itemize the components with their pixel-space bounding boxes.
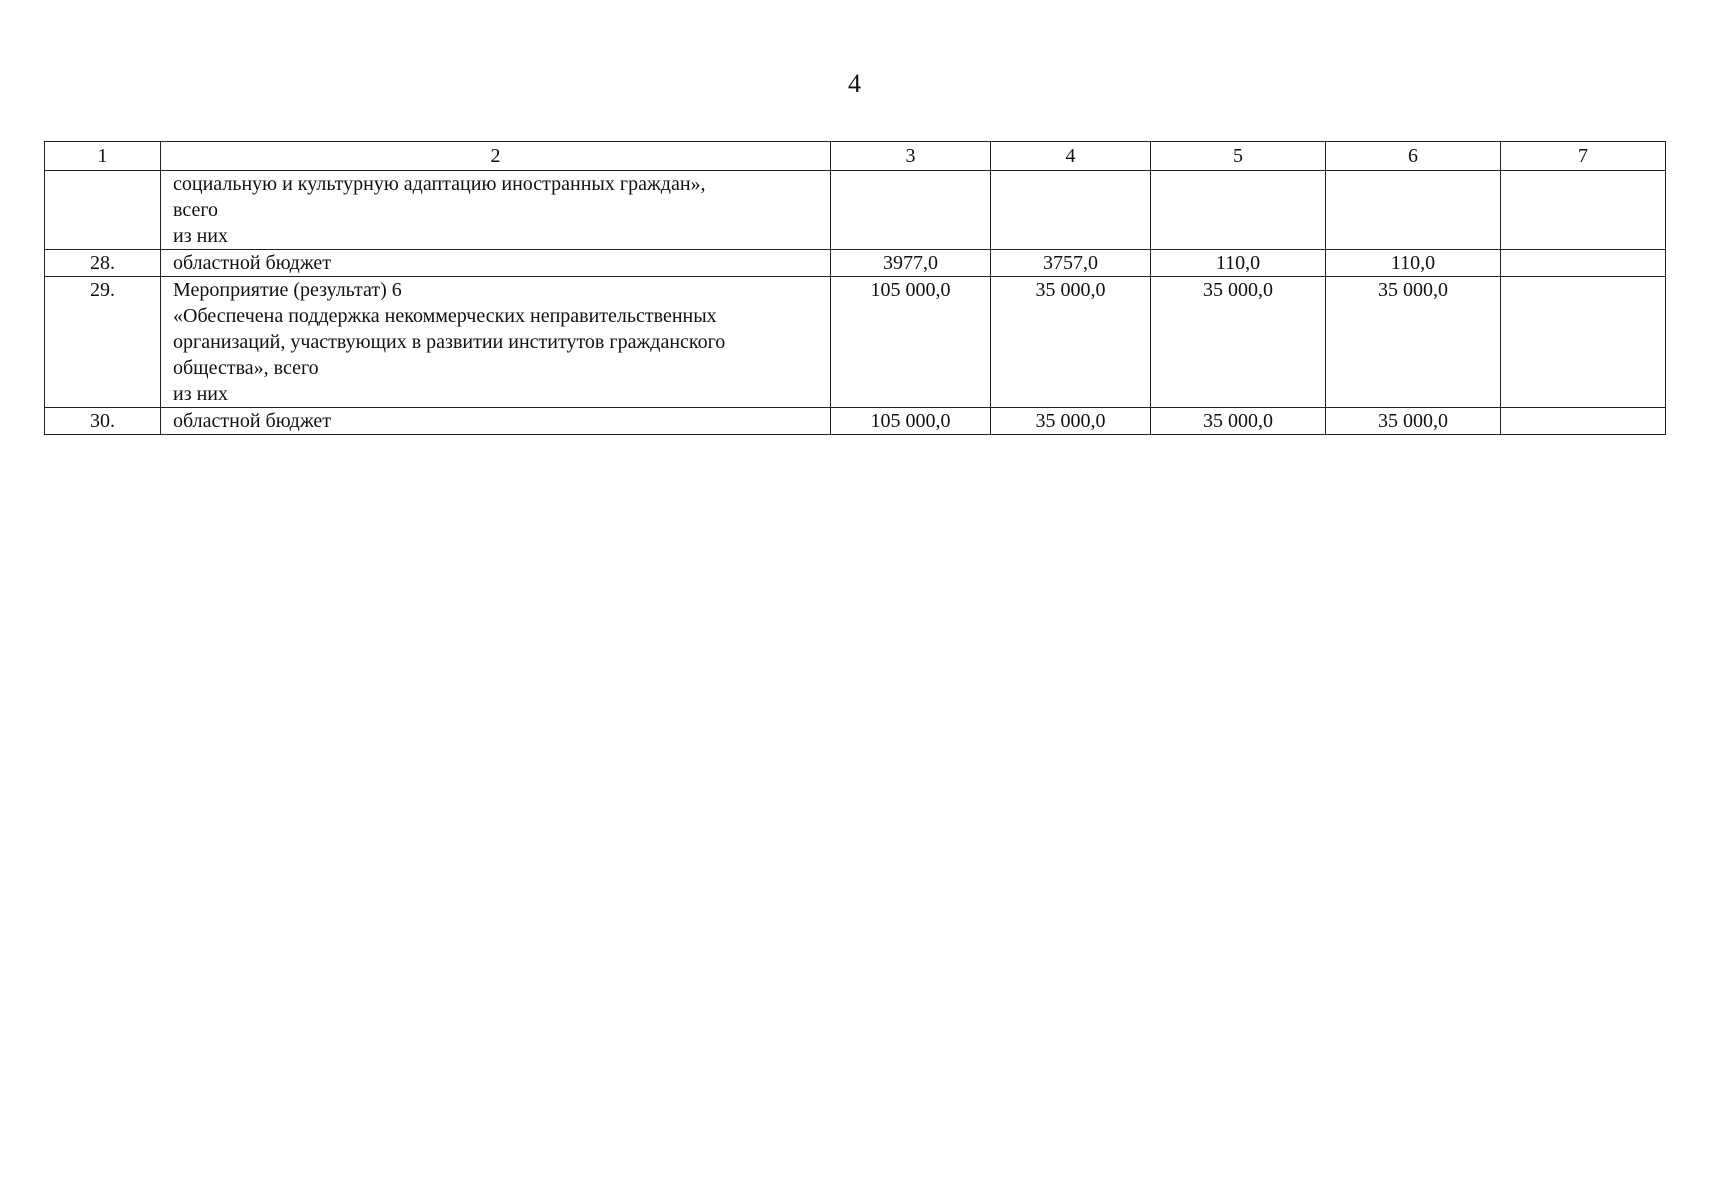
value-cell <box>1151 171 1326 250</box>
table-row <box>45 408 1666 435</box>
value-cell: 105 000,0 <box>831 408 991 435</box>
table-header-row <box>45 142 1666 171</box>
column-header: 2 <box>161 142 831 171</box>
row-number <box>45 171 161 250</box>
column-header: 6 <box>1326 142 1501 171</box>
column-header: 7 <box>1501 142 1666 171</box>
table-row <box>45 250 1666 277</box>
value-cell: 110,0 <box>1151 250 1326 277</box>
row-number: 28. <box>45 250 161 277</box>
row-name-line: Мероприятие (результат) 6 <box>173 279 402 301</box>
value-cell <box>1326 171 1501 250</box>
row-name-line: из них <box>173 225 229 247</box>
value-cell <box>991 171 1151 250</box>
row-name-line: социальную и культурную адаптацию иностранных граждан», <box>173 173 706 195</box>
table-row <box>45 277 1666 408</box>
value-cell <box>1501 277 1666 408</box>
value-cell: 35 000,0 <box>1326 408 1501 435</box>
column-header: 5 <box>1151 142 1326 171</box>
row-name <box>161 408 831 435</box>
row-name-line: областной бюджет <box>173 252 332 274</box>
value-cell: 35 000,0 <box>991 277 1151 408</box>
budget-table <box>44 141 1666 435</box>
row-name <box>161 277 831 408</box>
value-cell <box>1501 250 1666 277</box>
column-header: 3 <box>831 142 991 171</box>
value-cell: 110,0 <box>1326 250 1501 277</box>
row-name-line: «Обеспечена поддержка некоммерческих неправительственных <box>173 305 717 327</box>
row-name-line: общества», всего <box>173 357 319 379</box>
value-cell <box>1501 171 1666 250</box>
row-number: 29. <box>45 277 161 408</box>
value-cell <box>831 171 991 250</box>
row-name-line: из них <box>173 383 229 405</box>
row-name-line: организаций, участвующих в развитии институтов гражданского <box>173 331 726 353</box>
row-name <box>161 250 831 277</box>
value-cell: 35 000,0 <box>1151 277 1326 408</box>
value-cell: 3757,0 <box>991 250 1151 277</box>
row-name <box>161 171 831 250</box>
row-number: 30. <box>45 408 161 435</box>
column-header: 4 <box>991 142 1151 171</box>
value-cell <box>1501 408 1666 435</box>
page-number: 4 <box>848 69 861 98</box>
value-cell: 3977,0 <box>831 250 991 277</box>
row-name-line: всего <box>173 199 219 221</box>
row-name-line: областной бюджет <box>173 410 332 432</box>
table-row <box>45 171 1666 250</box>
value-cell: 35 000,0 <box>1326 277 1501 408</box>
value-cell: 105 000,0 <box>831 277 991 408</box>
value-cell: 35 000,0 <box>1151 408 1326 435</box>
value-cell: 35 000,0 <box>991 408 1151 435</box>
column-header: 1 <box>45 142 161 171</box>
